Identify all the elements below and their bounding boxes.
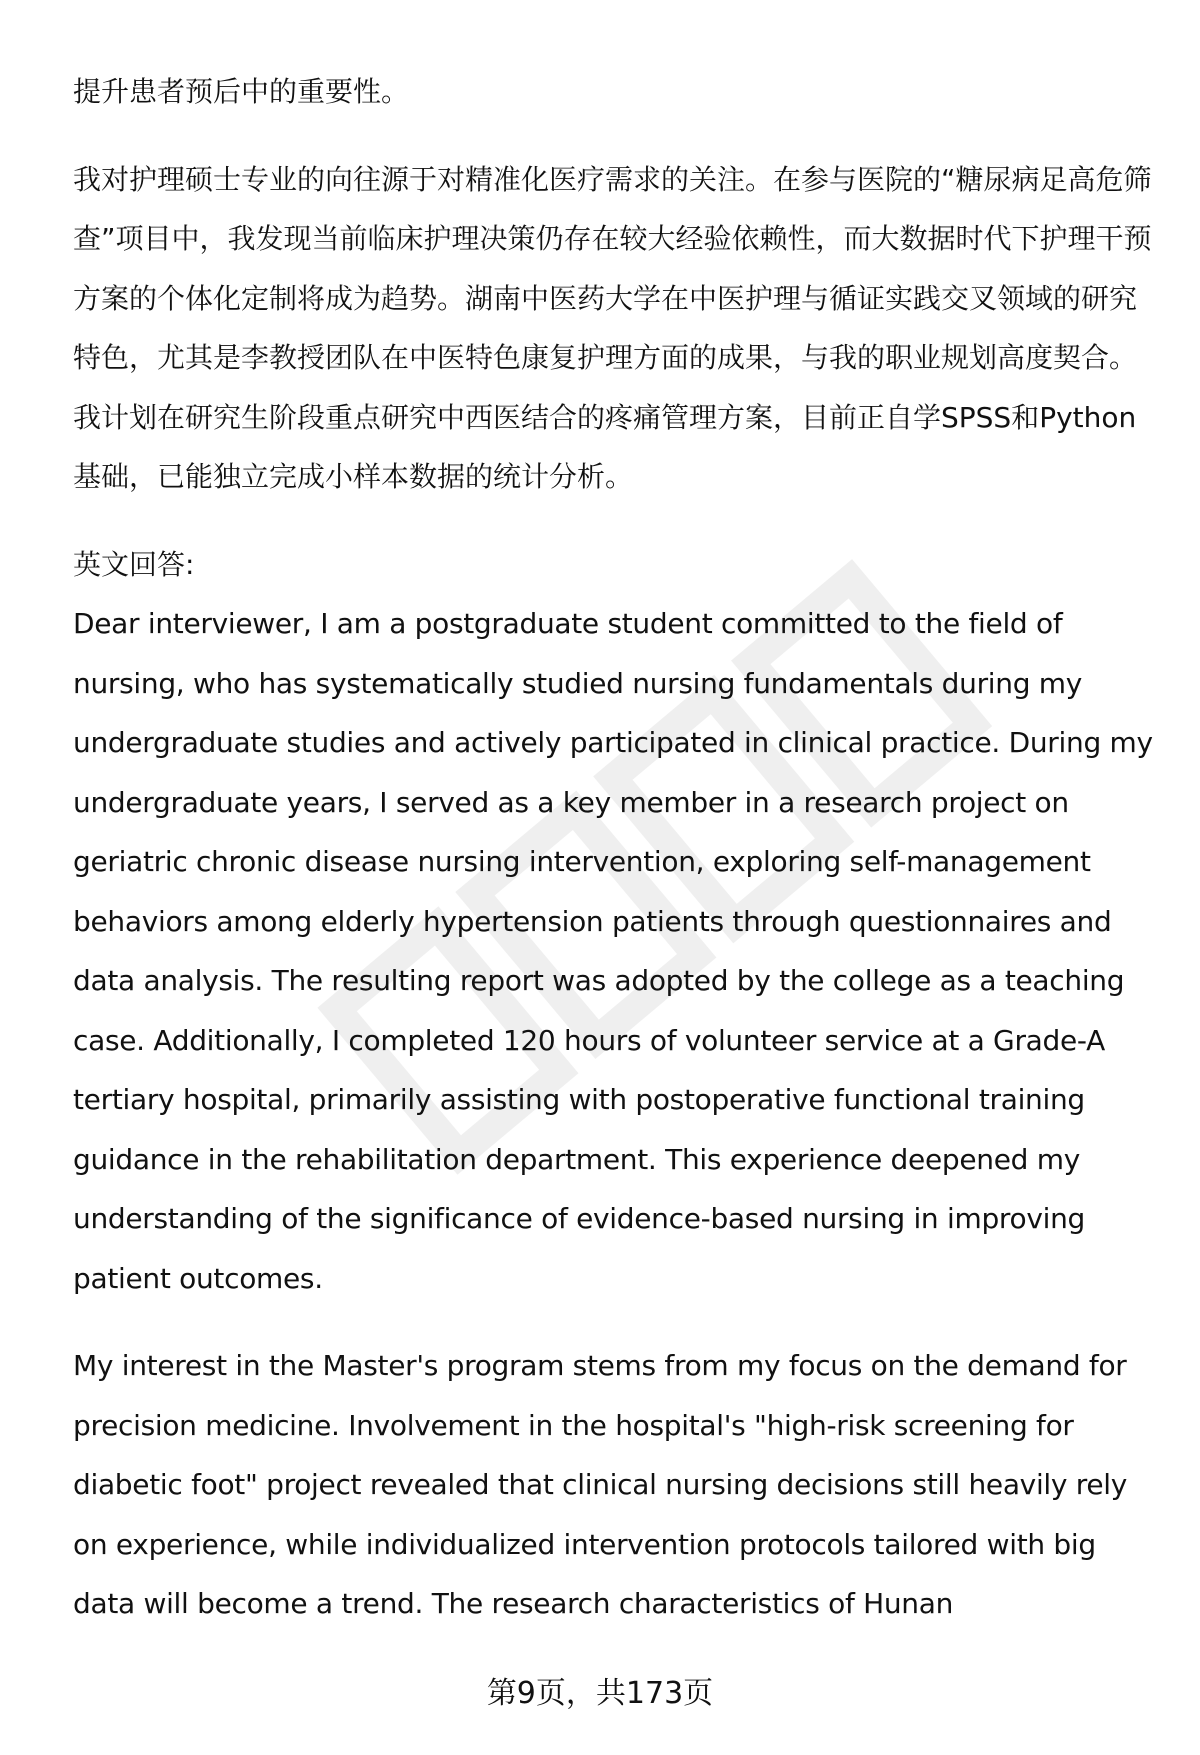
english-answer-label: 英文回答: (73, 547, 195, 581)
paragraph-gap (73, 507, 1158, 535)
paragraph-zh-1: 提升患者预后中的重要性。 (73, 75, 410, 108)
paragraph-en-2: My interest in the Master's program stems from my focus on the demand for precision medicine. Involvement in the hospital's "high-risk screening for diabetic foot" project revealed that clinical nursing decisions still heavily rely on experience, while individualized intervention protocols tailored with big data will become a trend. The research characteristics of Hunan (73, 1349, 1128, 1620)
paragraph-gap (73, 1308, 1158, 1336)
document-body (73, 62, 1158, 1634)
paragraph-zh-2: 我对护理硕士专业的向往源于对精准化医疗需求的关注。在参与医院的“糖尿病足高危筛查”项目中，我发现当前临床护理决策仍存在较大经验依赖性，而大数据时代下护理干预方案的个体化定制将成为趋势。湖南中医药大学在中医护理与循证实践交叉领域的研究特色，尤其是李教授团队在中医特色康复护理方面的成果，与我的职业规划高度契合。我计划在研究生阶段重点研究中西医结合的疼痛管理方案，目前正自学SPSS和Python基础，已能独立完成小样本数据的统计分析。 (73, 162, 1152, 493)
paragraph-gap (73, 122, 1158, 150)
paragraph-en-1: Dear interviewer, I am a postgraduate student committed to the field of nursing, who has systematically studied nursing fundamentals during my undergraduate studies and actively participated in clinical practice. During my undergraduate years, I served as a key member in a research project on geriatric chronic disease nursing intervention, exploring self-management behaviors among elderly hypertension patients through questionnaires and data analysis. The resulting report was adopted by the college as a teaching case. Additionally, I completed 120 hours of volunteer service at a Grade-A tertiary hospital, primarily assisting with postoperative functional training guidance in the rehabilitation department. This experience deepened my understanding of the significance of evidence-based nursing in improving patient outcomes. (73, 607, 1153, 1295)
page-number-footer: 第9页，共173页 (486, 1676, 714, 1711)
